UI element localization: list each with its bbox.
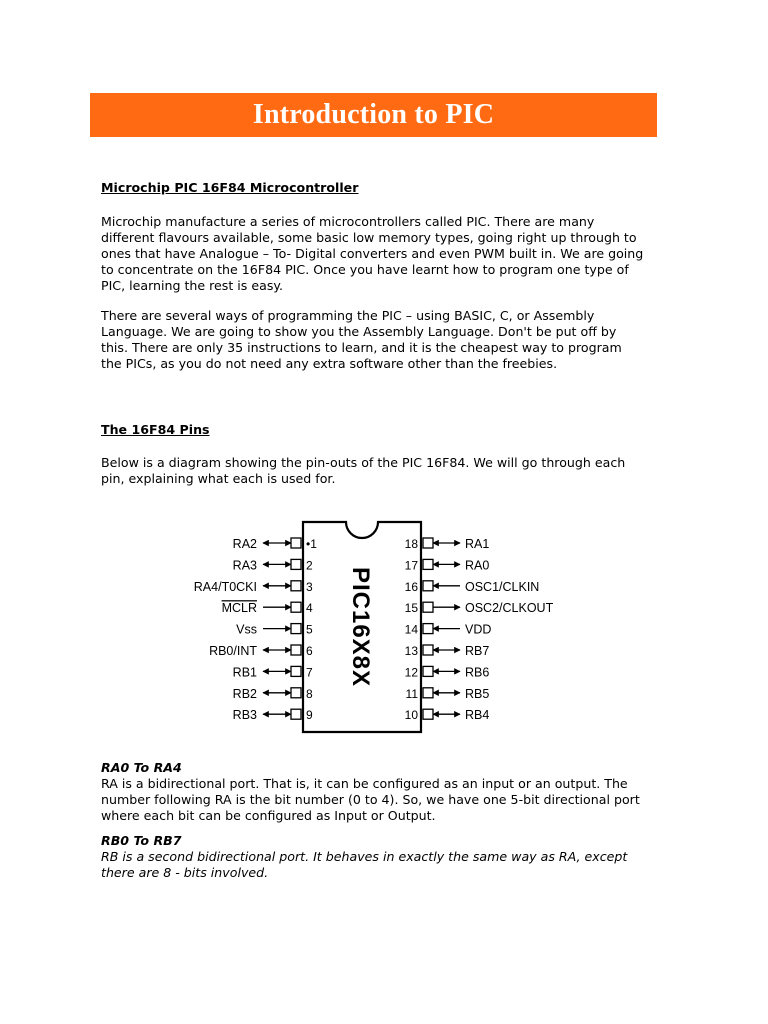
section-heading-pins: The 16F84 Pins bbox=[101, 422, 210, 437]
pin-number: 16 bbox=[404, 579, 418, 594]
pin-13-pad bbox=[423, 645, 433, 655]
pin-name-rb3: RB3 bbox=[232, 708, 257, 723]
pin-12-pad bbox=[423, 666, 433, 676]
pin-number: 5 bbox=[306, 622, 313, 637]
pin-name-ra3: RA3 bbox=[232, 558, 257, 573]
chip-label: PIC16X8X bbox=[347, 566, 374, 688]
port-descriptions bbox=[101, 760, 646, 881]
pin-16-pad bbox=[423, 581, 433, 591]
pin-name-rb1: RB1 bbox=[232, 665, 257, 680]
pin-number: 15 bbox=[404, 601, 418, 616]
pin-number: 7 bbox=[306, 665, 313, 680]
pin-name-vss: Vss bbox=[236, 622, 257, 637]
pinout-svg bbox=[180, 518, 570, 736]
section-heading-ra: RA0 To RA4 bbox=[101, 760, 182, 775]
programming-paragraph: There are several ways of programming the PIC – using BASIC, C, or Assembly Language. We are going to show you the Assembly Language. Don't be put off by this. There are only 35 instructions to learn, and it is the cheapest way to program the PICs, as you do not need any extra software other than the freebies. bbox=[101, 308, 622, 371]
pin-name-ra0: RA0 bbox=[465, 558, 490, 573]
pin-number: 13 bbox=[404, 644, 418, 658]
ra-paragraph: RA is a bidirectional port. That is, it can be configured as an input or an output. The number following RA is the bit number (0 to 4). So, we have one 5-bit directional port where each bit can be configured as Input or Output. bbox=[101, 776, 640, 823]
pin-name-mclr: MCLR bbox=[221, 601, 257, 616]
pin-6-pad bbox=[291, 645, 301, 655]
pin-3-pad bbox=[291, 581, 301, 591]
rb-paragraph: RB is a second bidirectional port. It behaves in exactly the same way as RA, except there are 8 - bits involved. bbox=[101, 849, 628, 880]
pin-name-ra2: RA2 bbox=[232, 537, 257, 551]
pin-name-vdd: VDD bbox=[465, 622, 492, 637]
pin-number: 2 bbox=[306, 558, 313, 573]
page-title: Introduction to PIC bbox=[252, 99, 495, 130]
pin-name-osc1-clkin: OSC1/CLKIN bbox=[465, 579, 540, 594]
pin-4-pad bbox=[291, 602, 301, 612]
pins-intro-paragraph: Below is a diagram showing the pin-outs of the PIC 16F84. We will go through each pin, explaining what each is used for. bbox=[101, 455, 626, 486]
pinout-diagram bbox=[180, 518, 570, 736]
pin-14-pad bbox=[423, 624, 433, 634]
pin-number: •1 bbox=[306, 537, 317, 551]
pin-17-pad bbox=[423, 559, 433, 569]
pin-number: 14 bbox=[404, 622, 418, 637]
pin-number: 8 bbox=[306, 686, 313, 701]
section-heading-rb: RB0 To RB7 bbox=[101, 833, 182, 848]
pin-8-pad bbox=[291, 688, 301, 698]
pin-number: 18 bbox=[404, 537, 418, 551]
pin-name-rb2: RB2 bbox=[232, 686, 257, 701]
pin-18-pad bbox=[423, 538, 433, 548]
title-banner bbox=[90, 93, 657, 137]
pin-9-pad bbox=[291, 709, 301, 719]
pin-2-pad bbox=[291, 559, 301, 569]
pin-name-rb6: RB6 bbox=[465, 665, 490, 680]
section-heading-microcontroller: Microchip PIC 16F84 Microcontroller bbox=[101, 180, 359, 195]
pin-name-rb5: RB5 bbox=[465, 686, 490, 701]
pin-name-osc2-clkout: OSC2/CLKOUT bbox=[465, 601, 554, 616]
pin-number: 4 bbox=[306, 601, 313, 616]
pin-number: 6 bbox=[306, 644, 313, 658]
pin-15-pad bbox=[423, 602, 433, 612]
pin-number: 3 bbox=[306, 579, 313, 594]
pin-1-pad bbox=[291, 538, 301, 548]
intro-paragraph: Microchip manufacture a series of microcontrollers called PIC. There are many different flavours available, some basic low memory types, going right up through to ones that have Analogue – To- Digital converters and even PWM built in. We are going to concentrate on the 16F84 PIC. Once you have learnt how to program one type of PIC, learning the rest is easy. bbox=[101, 214, 644, 293]
pin-number: 9 bbox=[306, 708, 313, 723]
pin-7-pad bbox=[291, 666, 301, 676]
pin-5-pad bbox=[291, 624, 301, 634]
pin-10-pad bbox=[423, 709, 433, 719]
pin-name-rb4: RB4 bbox=[465, 708, 490, 723]
pin-11-pad bbox=[423, 688, 433, 698]
pin-name-rb0-int: RB0/INT bbox=[209, 644, 257, 658]
pin-name-ra4-t0cki: RA4/T0CKI bbox=[193, 579, 257, 594]
pin-name-ra1: RA1 bbox=[465, 537, 490, 551]
pin-number: 12 bbox=[404, 665, 418, 680]
document-body bbox=[101, 180, 646, 487]
pin-number: 17 bbox=[404, 558, 418, 573]
pin-number: 10 bbox=[404, 708, 418, 723]
pin-number: 11 bbox=[405, 686, 418, 701]
pin-name-rb7: RB7 bbox=[465, 644, 490, 658]
